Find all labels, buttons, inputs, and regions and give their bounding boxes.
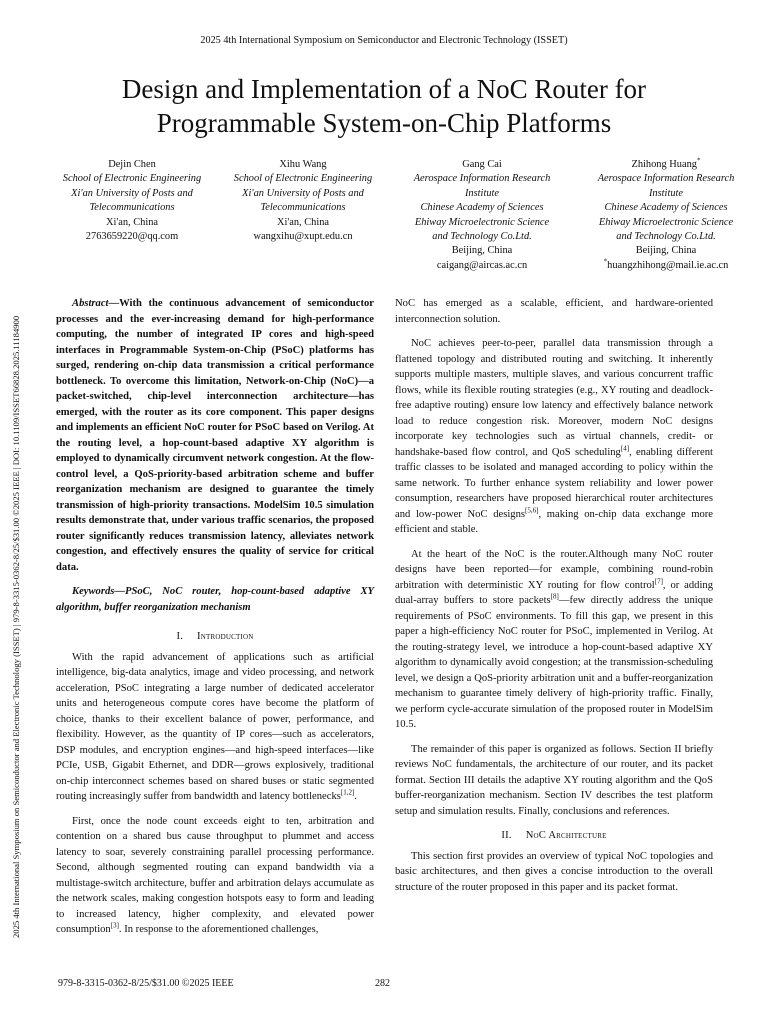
author-affiliation: and Technology Co.Ltd. (616, 231, 716, 243)
section-number: I. (176, 631, 184, 642)
author-affiliation: Ehiway Microelectronic Science (414, 216, 550, 228)
author-location: Xi'an, China (105, 216, 159, 228)
abstract (56, 296, 374, 575)
right-column (395, 296, 713, 904)
abstract-text: —With the continuous advancement of semiconductor processes and the ever-increasing demand for high-performance computing, the number of integrated IP cores and high-speed interfaces in Programmable System-on-Chip (PSoC) platforms has surged, rendering on-chip data transmission a critical performance bottleneck. To overcome this limitation, Network-on-Chip (NoC)—a packet-switched, chip-level interconnection architecture—has emerged, with the router as its core component. This paper designs and implements an efficient NoC router for PSoC based on Verilog. At the routing level, a hop-count-based adaptive XY algorithm is employed to dynamically circumvent network congestion. At the flow-control level, a QoS-priority-based arbitration scheme and buffer reorganization mechanism are designed to guarantee the timely transmission of high-priority transactions. ModelSim 10.5 simulation results demonstrate that, under various traffic scenarios, the proposed router significantly reduces transmission latency, alleviates network congestion, and effectively ensures the quality of service for critical data. (56, 298, 374, 573)
author-name: Gang Cai (462, 159, 502, 170)
author-block-4 (574, 158, 758, 273)
corresponding-mark: * (603, 257, 608, 266)
section-title: Introduction (197, 631, 254, 642)
body-paragraph: NoC has emerged as a scalable, efficient, and hardware-oriented interconnection solution. (395, 298, 713, 325)
section-number: II. (501, 830, 512, 841)
author-affiliation: Ehiway Microelectronic Science (598, 216, 734, 228)
body-paragraph: This section first provides an overview of typical NoC topologies and basic architectures, and then gives a concise introduction to the overall structure of the router proposed in this paper and its packet format. (395, 850, 713, 893)
citation: [8] (550, 592, 559, 601)
footer-copyright: 979-8-3315-0362-8/25/$31.00 ©2025 IEEE (58, 978, 234, 989)
author-affiliation: Institute (648, 187, 684, 199)
paragraph-text: First, once the node count exceeds eight to ten, arbitration and contention on a shared bus cause throughput to plummet and access latency to soar, severely constraining parallel processing performance. Second, although segmented routing can expand bandwidth via a multistage-switch architecture, buffer and arbitration delays accumulate as the network scales, making congestion hotspots easy to form and leading to increased latency, higher complexity, and elevated power consumption (56, 815, 374, 935)
author-affiliation: School of Electronic Engineering (62, 173, 202, 185)
author-location: Beijing, China (635, 245, 697, 257)
author-name: Dejin Chen (108, 159, 156, 170)
section-heading-introduction (56, 629, 374, 645)
author-affiliation: Xi'an University of Posts and (242, 187, 364, 199)
doi-sidebar: 2025 4th International Symposium on Semiconductor and Electronic Technology (ISSET) | 979-8-3315-0362-8/25/$31.00 ©2025 IEEE | DOI: 10.1109/ISSET66828.2025.11184900 (11, 315, 21, 938)
author-affiliation: Telecommunications (260, 202, 346, 214)
author-affiliation: Chinese Academy of Sciences (420, 202, 544, 214)
citation: [1,2] (340, 788, 355, 797)
author-affiliation: Aerospace Information Research (597, 173, 735, 185)
author-location: Xi'an, China (276, 216, 330, 228)
author-block-3 (384, 158, 580, 273)
citation: [7] (654, 576, 663, 585)
section-heading-architecture (395, 828, 713, 844)
body-paragraph (395, 547, 713, 733)
author-email: wangxihu@xupt.edu.cn (253, 231, 353, 243)
author-name (574, 158, 758, 172)
paper-title (40, 72, 728, 140)
page-number: 282 (375, 978, 390, 989)
paragraph-text: NoC achieves peer-to-peer, parallel data transmission through a flattened topology and distributed routing and switching. It inherently supports multiple masters, multiple slaves, and various concurrent traffic flows, while its flexible routing strategies (e.g., XY routing and deadlock-free adaptive routing) ensure low latency and effectively balance network load to reduce congestion risk. Moreover, modern NoC designs incorporate key technologies such as virtual channels, credit- or handshake-based flow control, and QoS scheduling (395, 338, 713, 458)
author-location: Beijing, China (451, 245, 513, 257)
keywords: Keywords—PSoC, NoC router, hop-count-based adaptive XY algorithm, buffer reorganization mechanism (56, 586, 374, 613)
paragraph-text: . (354, 791, 357, 802)
abstract-lead: Abstract (72, 298, 109, 309)
author-email: 2763659220@qq.com (85, 231, 179, 243)
citation: [3] (110, 921, 119, 930)
paragraph-text: , enabling different traffic classes to be isolated and managed according to policy within the same network. To further enhance system reliability and lower power consumption, researchers have proposed hierarchical router architectures and low-power NoC designs (395, 446, 713, 520)
paragraph-text: . In response to the aforementioned challenges, (118, 924, 319, 935)
author-affiliation: Aerospace Information Research (413, 173, 551, 185)
body-paragraph (56, 814, 374, 938)
body-paragraph (56, 650, 374, 805)
corresponding-mark: * (697, 156, 701, 165)
body-paragraph: The remainder of this paper is organized as follows. Section II briefly reviews NoC fundamentals, the architecture of our router, and its packet format. Section III details the adaptive XY routing algorithm and the QoS buffer-reorganization mechanism. Section IV describes the test platform setup and simulation results. Finally, conclusions and references. (395, 743, 713, 817)
author-block-1 (47, 158, 217, 244)
conference-header: 2025 4th International Symposium on Semiconductor and Electronic Technology (ISSET) (200, 35, 568, 46)
title-line-1: Design and Implementation of a NoC Router for (121, 74, 647, 104)
author-affiliation: and Technology Co.Ltd. (432, 231, 532, 243)
author-affiliation: School of Electronic Engineering (233, 173, 373, 185)
citation: [4] (620, 443, 630, 452)
author-email-text: huangzhihong@mail.ie.ac.cn (607, 259, 729, 271)
author-email (574, 259, 758, 273)
title-line-2: Programmable System-on-Chip Platforms (156, 108, 612, 138)
author-email: caigang@aircas.ac.cn (436, 259, 528, 271)
author-name: Xihu Wang (279, 159, 327, 170)
author-affiliation: Xi'an University of Posts and (71, 187, 193, 199)
paragraph-text: At the heart of the NoC is the router.Although many NoC router designs have been reported—for example, combining round-robin arbitration with deterministic XY routing for flow control (395, 548, 713, 591)
left-column (56, 296, 374, 947)
author-block-2 (218, 158, 388, 244)
citation: [5,6] (525, 505, 539, 514)
paragraph-text: With the rapid advancement of applications such as artificial intelligence, big-data analytics, image and video processing, and network acceleration, PSoC integrating a large number of dedicated accelerator units and heterogeneous compute cores have become the platform of choice, thanks to their excellent balance of power, performance, and flexibility. However, as the quantity of IP cores—such as accelerators, DSP modules, and encryption engines—and high-speed interfaces—like PCIe, USB, Gigabit Ethernet, and DDR—grows explosively, traditional on-chip interconnect schemes based on shared buses or static segmented routing increasingly suffer from bandwidth and latency bottlenecks (56, 651, 374, 802)
author-affiliation: Chinese Academy of Sciences (604, 202, 728, 214)
paragraph-text: , or adding dual-array buffers to store packets (395, 579, 713, 606)
body-paragraph (395, 336, 713, 538)
section-title: NoC Architecture (525, 830, 607, 841)
paragraph-text: —few directly address the unique requirements of PSoC environments. To fill this gap, we present in this paper a high-efficiency NoC router for PSoC, implemented in Verilog. At the routing-strategy level, we introduce a hop-count-based adaptive XY algorithm to dynamically avoid congestion; at the transmission-scheduling level, we design a QoS-priority arbitration unit and a buffer-reorganization mechanism to guarantee timely delivery of high-priority traffic. Finally, we perform cycle-accurate simulation of the proposed router in ModelSim 10.5. (395, 595, 713, 730)
author-affiliation: Institute (464, 187, 500, 199)
paragraph-text: , making on-chip data exchange more efficient and stable. (395, 508, 713, 535)
author-affiliation: Telecommunications (89, 202, 175, 214)
author-name-text: Zhihong Huang (631, 159, 697, 170)
